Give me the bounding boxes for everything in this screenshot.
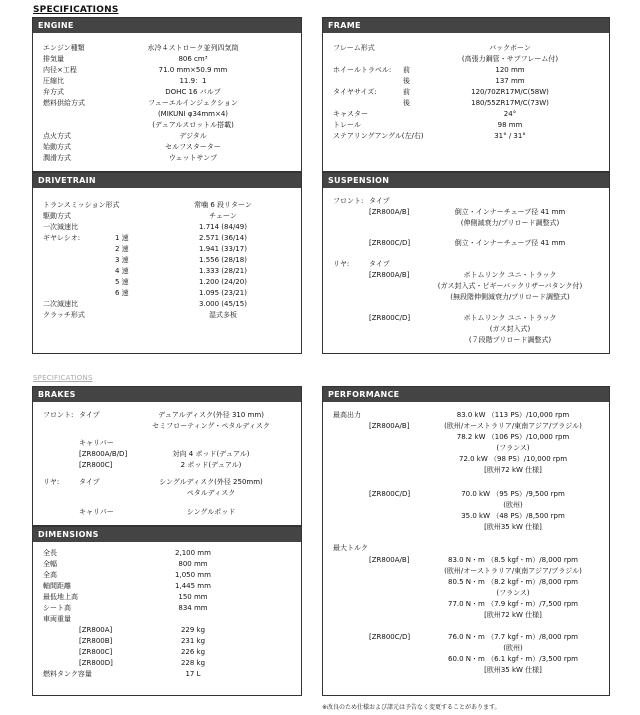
performance-row-value: 77.0 N・m （7.9 kgf・m）/7,500 rpm xyxy=(448,600,578,608)
dimensions-row-value: 2,100 mm xyxy=(175,549,211,557)
engine-header: ENGINE xyxy=(33,18,301,33)
frame-row-label: タイヤサイズ: xyxy=(333,88,377,96)
frame-row-label: ステアリングアングル(左/右) xyxy=(333,132,424,140)
brakes-row-sublabel: タイプ xyxy=(79,478,100,486)
performance-row-sublabel: [ZR800A/B] xyxy=(369,556,410,564)
dimensions-row-value: 150 mm xyxy=(178,593,208,601)
engine-row-value: (デュアルスロットル搭載) xyxy=(152,121,234,129)
drivetrain-row-label: 駆動方式 xyxy=(43,212,71,220)
dimensions-header: DIMENSIONS xyxy=(33,527,301,542)
suspension-row-value: 倒立・インナーチューブ径 41 mm xyxy=(454,208,566,216)
engine-row-label: 圧縮比 xyxy=(43,77,64,85)
frame-section xyxy=(322,17,610,172)
performance-row-value: [欧州72 kW 仕様] xyxy=(484,611,542,619)
brakes-row-value: 2 ポッド(デュアル) xyxy=(180,461,242,469)
performance-row-sublabel: [ZR800C/D] xyxy=(369,490,411,498)
page-title-top: SPECIFICATIONS xyxy=(33,5,119,15)
dimensions-section xyxy=(32,526,302,696)
drivetrain-row-value: 1.556 (28/18) xyxy=(199,256,247,264)
drivetrain-row-sublabel: 4 速 xyxy=(115,267,129,275)
engine-row-label: 排気量 xyxy=(43,55,64,63)
suspension-row-sublabel: [ZR800A/B] xyxy=(369,208,410,216)
engine-row-value: DOHC 16 バルブ xyxy=(165,88,221,96)
frame-row-label: ホイールトラベル: xyxy=(333,66,392,74)
suspension-row-sublabel: [ZR800C/D] xyxy=(369,314,411,322)
brakes-row-value: シングルディスク(外径 250mm) xyxy=(159,478,263,486)
performance-row-value: 78.2 kW （106 PS）/10,000 rpm xyxy=(456,433,570,441)
engine-section xyxy=(32,17,302,172)
drivetrain-row-value: 1.714 (84/49) xyxy=(199,223,247,231)
drivetrain-row-label: 一次減速比 xyxy=(43,223,78,231)
dimensions-row-label: 最低地上高 xyxy=(43,593,78,601)
performance-row-sublabel: [ZR800C/D] xyxy=(369,633,411,641)
frame-row-value: 24° xyxy=(503,110,517,118)
frame-row-label: キャスター xyxy=(333,110,368,118)
engine-row-value: 806 cm³ xyxy=(178,55,208,63)
engine-row-value: ウェットサンプ xyxy=(168,154,218,162)
suspension-row-label: リヤ: xyxy=(333,260,350,268)
performance-row-value: [欧州35 kW 仕様] xyxy=(484,666,542,674)
frame-row-value: 137 mm xyxy=(495,77,525,85)
footnote: ※改良のため仕様および諸元は予告なく変更することがあります。 xyxy=(322,704,501,711)
brakes-row-sublabel: [ZR800A/B/D] xyxy=(79,450,128,458)
performance-row-sublabel: [ZR800A/B] xyxy=(369,422,410,430)
suspension-row-sublabel: タイプ xyxy=(369,197,390,205)
performance-section xyxy=(322,386,610,696)
drivetrain-row-label: ギヤレシオ: xyxy=(43,234,81,242)
drivetrain-row-label: クラッチ形式 xyxy=(43,311,85,319)
frame-row-value: 180/55ZR17M/C(73W) xyxy=(471,99,549,107)
performance-row-label: 最高出力 xyxy=(333,411,361,419)
engine-row-label: 弁方式 xyxy=(43,88,64,96)
performance-row-value: (欧州) xyxy=(503,501,523,509)
suspension-row-value: ボトムリンク ユニ・トラック xyxy=(463,271,557,279)
frame-row-value: 120/70ZR17M/C(58W) xyxy=(471,88,549,96)
suspension-row-value: (無段階伸側減衰力/プリロード調整式) xyxy=(450,293,570,301)
dimensions-row-value: 228 kg xyxy=(180,659,206,667)
dimensions-row-value: 800 mm xyxy=(178,560,208,568)
performance-row-value: 83.0 kW （113 PS）/10,000 rpm xyxy=(456,411,570,419)
suspension-row-sublabel: [ZR800C/D] xyxy=(369,239,411,247)
frame-row-value: バックボーン xyxy=(489,44,531,52)
frame-row-value: 120 mm xyxy=(495,66,525,74)
engine-row-label: 始動方式 xyxy=(43,143,71,151)
dimensions-row-sublabel: [ZR800B] xyxy=(79,637,113,645)
engine-row-value: デジタル xyxy=(179,132,207,140)
frame-row-value: 98 mm xyxy=(497,121,523,129)
frame-row-sublabel: 後 xyxy=(403,99,410,107)
page-title-bottom: SPECIFICATIONS xyxy=(33,374,93,382)
engine-row-value: 水冷４ストローク並列四気筒 xyxy=(147,44,239,52)
performance-row-value: (フランス) xyxy=(496,589,530,597)
brakes-row-label: フロント: xyxy=(43,411,74,419)
brakes-row-label: リヤ: xyxy=(43,478,60,486)
engine-row-label: 燃料供給方式 xyxy=(43,99,85,107)
suspension-row-label: フロント: xyxy=(333,197,364,205)
dimensions-row-sublabel: [ZR800D] xyxy=(79,659,113,667)
brakes-row-sublabel: [ZR800C] xyxy=(79,461,113,469)
performance-row-value: (欧州/オーストラリア/東南アジア/ブラジル) xyxy=(444,567,582,575)
brakes-row-sublabel: キャリパー xyxy=(79,439,114,447)
brakes-row-value: デュアルディスク(外径 310 mm) xyxy=(158,411,264,419)
performance-row-value: 83.0 N・m （8.5 kgf・m）/8,000 rpm xyxy=(448,556,578,564)
dimensions-row-sublabel: [ZR800A] xyxy=(79,626,113,634)
frame-row-label: トレール xyxy=(333,121,361,129)
dimensions-row-label: シート高 xyxy=(43,604,71,612)
dimensions-row-label: 車両重量 xyxy=(43,615,71,623)
dimensions-row-label: 全高 xyxy=(43,571,57,579)
frame-header: FRAME xyxy=(323,18,609,33)
brakes-row-sublabel: タイプ xyxy=(79,411,100,419)
frame-row-sublabel: 後 xyxy=(403,77,410,85)
dimensions-row-label: 軸間距離 xyxy=(43,582,71,590)
suspension-row-value: (ガス封入式・ピギーバックリザーバタンク付) xyxy=(437,282,583,290)
suspension-row-value: (伸側減衰力/プリロード調整式) xyxy=(460,219,560,227)
performance-row-value: 60.0 N・m （6.1 kgf・m）/3,500 rpm xyxy=(448,655,578,663)
drivetrain-row-sublabel: 5 速 xyxy=(115,278,129,286)
drivetrain-row-label: トランスミッション形式 xyxy=(43,201,120,209)
performance-row-value: [欧州72 kW 仕様] xyxy=(484,466,542,474)
dimensions-row-value: 834 mm xyxy=(178,604,208,612)
performance-row-value: 72.0 kW （98 PS）/10,000 rpm xyxy=(458,455,568,463)
performance-row-value: 76.0 N・m （7.7 kgf・m）/8,000 rpm xyxy=(448,633,578,641)
suspension-section xyxy=(322,172,610,354)
suspension-row-value: ボトムリンク ユニ・トラック xyxy=(463,314,557,322)
performance-row-value: (欧州) xyxy=(503,644,523,652)
performance-row-value: 70.0 kW （95 PS）/9,500 rpm xyxy=(461,490,565,498)
performance-row-value: 80.5 N・m （8.2 kgf・m）/8,000 rpm xyxy=(448,578,578,586)
brakes-row-value: 対向 4 ポッド(デュアル) xyxy=(172,450,250,458)
engine-row-value: 11.9：1 xyxy=(179,77,207,85)
drivetrain-row-sublabel: 1 速 xyxy=(115,234,129,242)
performance-row-value: (フランス) xyxy=(496,444,530,452)
brakes-section xyxy=(32,386,302,526)
dimensions-row-sublabel: [ZR800C] xyxy=(79,648,113,656)
performance-row-value: (欧州/オーストラリア/東南アジア/ブラジル) xyxy=(444,422,582,430)
drivetrain-section xyxy=(32,172,302,354)
engine-row-value: 71.0 mm×50.9 mm xyxy=(158,66,228,74)
brakes-row-sublabel: キャリパー xyxy=(79,508,114,516)
performance-header: PERFORMANCE xyxy=(323,387,609,402)
drivetrain-row-value: 1.200 (24/20) xyxy=(199,278,247,286)
suspension-row-sublabel: [ZR800A/B] xyxy=(369,271,410,279)
performance-row-label: 最大トルク xyxy=(333,544,368,552)
frame-row-label: フレーム形式 xyxy=(333,44,375,52)
frame-row-value: 31° / 31° xyxy=(494,132,526,140)
frame-row-value: (高張力鋼管・サブフレーム付) xyxy=(461,55,559,63)
drivetrain-row-value: 1.333 (28/21) xyxy=(199,267,247,275)
dimensions-row-value: 231 kg xyxy=(180,637,206,645)
dimensions-row-value: 17 L xyxy=(185,670,201,678)
engine-row-value: セルフスターター xyxy=(165,143,221,151)
frame-row-sublabel: 前 xyxy=(403,88,410,96)
brakes-row-value: ペタルディスク xyxy=(186,489,236,497)
dimensions-row-value: 1,050 mm xyxy=(175,571,211,579)
dimensions-row-value: 226 kg xyxy=(180,648,206,656)
brakes-row-value: セミフローティング・ペタルディスク xyxy=(152,422,270,430)
brakes-row-value: シングルポッド xyxy=(186,508,236,516)
drivetrain-row-sublabel: 3 速 xyxy=(115,256,129,264)
suspension-row-value: (ガス封入式) xyxy=(489,325,531,333)
drivetrain-row-value: 3.000 (45/15) xyxy=(199,300,247,308)
engine-row-label: 潤滑方式 xyxy=(43,154,71,162)
drivetrain-row-sublabel: 2 速 xyxy=(115,245,129,253)
dimensions-row-value: 1,445 mm xyxy=(175,582,211,590)
drivetrain-row-value: 1.941 (33/17) xyxy=(199,245,247,253)
performance-row-value: [欧州35 kW 仕様] xyxy=(484,523,542,531)
suspension-header: SUSPENSION xyxy=(323,173,609,188)
drivetrain-row-value: チェーン xyxy=(209,212,237,220)
dimensions-row-label: 燃料タンク容量 xyxy=(43,670,92,678)
drivetrain-row-value: 1.095 (23/21) xyxy=(199,289,247,297)
frame-row-sublabel: 前 xyxy=(403,66,410,74)
engine-row-label: 内径×工程 xyxy=(43,66,77,74)
drivetrain-row-sublabel: 6 速 xyxy=(115,289,129,297)
drivetrain-row-value: 常噛 6 段リターン xyxy=(194,201,252,209)
suspension-row-sublabel: タイプ xyxy=(369,260,390,268)
drivetrain-row-value: 湿式多板 xyxy=(209,311,237,319)
engine-row-value: フューエルインジェクション xyxy=(148,99,238,107)
engine-row-value: (MIKUNI φ34mm×4) xyxy=(157,110,229,118)
dimensions-row-label: 全幅 xyxy=(43,560,57,568)
drivetrain-row-value: 2.571 (36/14) xyxy=(199,234,247,242)
suspension-row-value: (７段階プリロード調整式) xyxy=(468,336,552,344)
suspension-row-value: 倒立・インナーチューブ径 41 mm xyxy=(454,239,566,247)
dimensions-row-label: 全長 xyxy=(43,549,57,557)
engine-row-label: 点火方式 xyxy=(43,132,71,140)
dimensions-row-value: 229 kg xyxy=(180,626,206,634)
engine-row-label: エンジン種類 xyxy=(43,44,85,52)
drivetrain-header: DRIVETRAIN xyxy=(33,173,301,188)
brakes-header: BRAKES xyxy=(33,387,301,402)
performance-row-value: 35.0 kW （48 PS）/8,500 rpm xyxy=(461,512,565,520)
drivetrain-row-label: 二次減速比 xyxy=(43,300,78,308)
